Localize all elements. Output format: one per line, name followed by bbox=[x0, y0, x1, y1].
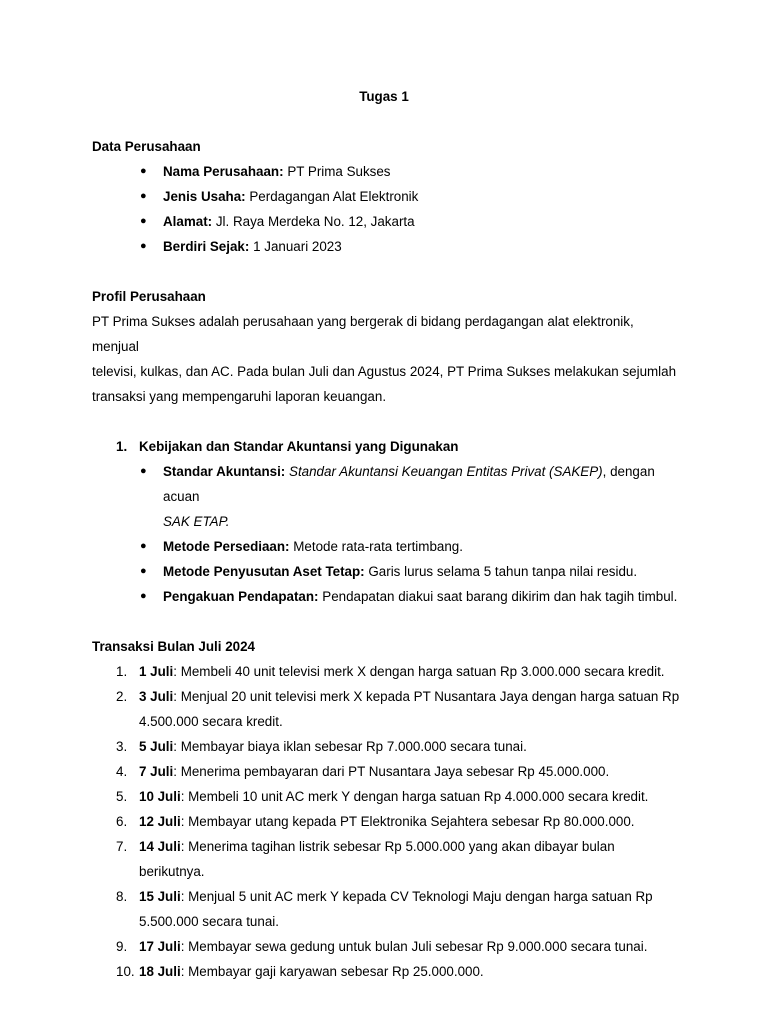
transaction-item bbox=[92, 784, 682, 809]
transactions-heading: Transaksi Bulan Juli 2024 bbox=[92, 639, 256, 654]
transaction-item bbox=[92, 884, 682, 934]
item-continuation: SAK ETAP. bbox=[163, 514, 230, 529]
profile-line: televisi, kulkas, dan AC. Pada bulan Juli dan Agustus 2024, PT Prima Sukses melakukan sejumlah bbox=[92, 364, 677, 379]
document-title: Tugas 1 bbox=[359, 89, 409, 104]
transaction-date: 17 Juli bbox=[139, 939, 181, 954]
list-item bbox=[92, 534, 682, 559]
company-data-heading: Data Perusahaan bbox=[92, 139, 201, 154]
policy-number: 1. bbox=[116, 439, 128, 454]
transaction-text: : Membeli 10 unit AC merk Y dengan harga satuan Rp 4.000.000 secara kredit. bbox=[180, 789, 649, 804]
item-label: Metode Penyusutan Aset Tetap: bbox=[163, 564, 365, 579]
policy-list bbox=[92, 459, 682, 609]
company-data-list bbox=[92, 159, 682, 259]
transaction-text: : Menerima pembayaran dari PT Nusantara Jaya sebesar Rp 45.000.000. bbox=[173, 764, 610, 779]
spacer bbox=[92, 609, 682, 634]
item-number: 3. bbox=[116, 739, 128, 754]
profile-line: transaksi yang mempengaruhi laporan keuangan. bbox=[92, 389, 387, 404]
transaction-date: 14 Juli bbox=[139, 839, 181, 854]
item-label: Pengakuan Pendapatan: bbox=[163, 589, 319, 604]
item-label: Berdiri Sejak: bbox=[163, 239, 250, 254]
item-value: Perdagangan Alat Elektronik bbox=[249, 189, 419, 204]
transaction-item bbox=[92, 834, 682, 884]
list-item bbox=[92, 159, 682, 184]
item-label: Jenis Usaha: bbox=[163, 189, 246, 204]
transaction-date: 18 Juli bbox=[139, 964, 181, 979]
list-item bbox=[92, 559, 682, 584]
item-number: 9. bbox=[116, 939, 128, 954]
item-value: 1 Januari 2023 bbox=[253, 239, 342, 254]
bullet-icon: ● bbox=[140, 540, 147, 552]
item-number: 1. bbox=[116, 664, 128, 679]
transaction-item bbox=[92, 659, 682, 684]
transaction-date: 5 Juli bbox=[139, 739, 174, 754]
transaction-date: 10 Juli bbox=[139, 789, 181, 804]
profile-line: PT Prima Sukses adalah perusahaan yang bergerak di bidang perdagangan alat elektronik, menjual bbox=[92, 314, 634, 354]
policy-heading-text: Kebijakan dan Standar Akuntansi yang Digunakan bbox=[139, 439, 459, 454]
transaction-date: 12 Juli bbox=[139, 814, 181, 829]
spacer bbox=[92, 109, 682, 134]
transaction-item bbox=[92, 809, 682, 834]
transaction-text: : Menjual 20 unit televisi merk X kepada PT Nusantara Jaya dengan harga satuan Rp bbox=[173, 689, 680, 704]
bullet-icon: ● bbox=[140, 590, 147, 602]
transaction-item bbox=[92, 759, 682, 784]
item-number: 8. bbox=[116, 889, 128, 904]
transaction-date: 15 Juli bbox=[139, 889, 181, 904]
transaction-item bbox=[92, 684, 682, 734]
item-number: 4. bbox=[116, 764, 128, 779]
spacer bbox=[92, 259, 682, 284]
transaction-text: : Menjual 5 unit AC merk Y kepada CV Teknologi Maju dengan harga satuan Rp bbox=[180, 889, 653, 904]
transaction-item bbox=[92, 959, 682, 984]
item-number: 5. bbox=[116, 789, 128, 804]
item-label: Nama Perusahaan: bbox=[163, 164, 284, 179]
policy-heading bbox=[92, 434, 682, 459]
item-value: Jl. Raya Merdeka No. 12, Jakarta bbox=[215, 214, 415, 229]
transaction-date: 7 Juli bbox=[139, 764, 174, 779]
item-value: Pendapatan diakui saat barang dikirim dan hak tagih timbul. bbox=[322, 589, 678, 604]
list-item bbox=[92, 184, 682, 209]
item-label: Standar Akuntansi: bbox=[163, 464, 286, 479]
item-number: 2. bbox=[116, 689, 128, 704]
transactions-list bbox=[92, 659, 682, 984]
list-item bbox=[92, 459, 682, 534]
transaction-text: : Membeli 40 unit televisi merk X dengan harga satuan Rp 3.000.000 secara kredit. bbox=[173, 664, 665, 679]
transaction-continuation: 4.500.000 secara kredit. bbox=[139, 714, 283, 729]
bullet-icon: ● bbox=[140, 240, 147, 252]
bullet-icon: ● bbox=[140, 165, 147, 177]
spacer bbox=[92, 409, 682, 434]
list-item bbox=[92, 209, 682, 234]
item-number: 7. bbox=[116, 839, 128, 854]
item-label: Metode Persediaan: bbox=[163, 539, 290, 554]
bullet-icon: ● bbox=[140, 565, 147, 577]
transaction-text: : Membayar sewa gedung untuk bulan Juli sebesar Rp 9.000.000 secara tunai. bbox=[180, 939, 648, 954]
profile-heading: Profil Perusahaan bbox=[92, 289, 206, 304]
transaction-date: 1 Juli bbox=[139, 664, 174, 679]
transaction-item bbox=[92, 934, 682, 959]
bullet-icon: ● bbox=[140, 465, 147, 477]
item-value: Metode rata-rata tertimbang. bbox=[293, 539, 463, 554]
document-page bbox=[92, 84, 682, 984]
item-label: Alamat: bbox=[163, 214, 213, 229]
transaction-text: : Membayar utang kepada PT Elektronika Sejahtera sebesar Rp 80.000.000. bbox=[180, 814, 635, 829]
transaction-text: : Menerima tagihan listrik sebesar Rp 5.000.000 yang akan dibayar bulan berikutnya. bbox=[139, 839, 615, 879]
item-value: , dengan acuan bbox=[163, 464, 655, 504]
item-number: 6. bbox=[116, 814, 128, 829]
list-item bbox=[92, 584, 682, 609]
item-value: PT Prima Sukses bbox=[287, 164, 391, 179]
bullet-icon: ● bbox=[140, 190, 147, 202]
item-italic: Standar Akuntansi Keuangan Entitas Privat (SAKEP) bbox=[289, 464, 603, 479]
transaction-date: 3 Juli bbox=[139, 689, 174, 704]
transaction-item bbox=[92, 734, 682, 759]
transaction-text: : Membayar biaya iklan sebesar Rp 7.000.000 secara tunai. bbox=[173, 739, 527, 754]
list-item bbox=[92, 234, 682, 259]
item-number: 10. bbox=[116, 964, 135, 979]
bullet-icon: ● bbox=[140, 215, 147, 227]
transaction-text: : Membayar gaji karyawan sebesar Rp 25.000.000. bbox=[180, 964, 484, 979]
item-value: Garis lurus selama 5 tahun tanpa nilai residu. bbox=[368, 564, 638, 579]
transaction-continuation: 5.500.000 secara tunai. bbox=[139, 914, 279, 929]
